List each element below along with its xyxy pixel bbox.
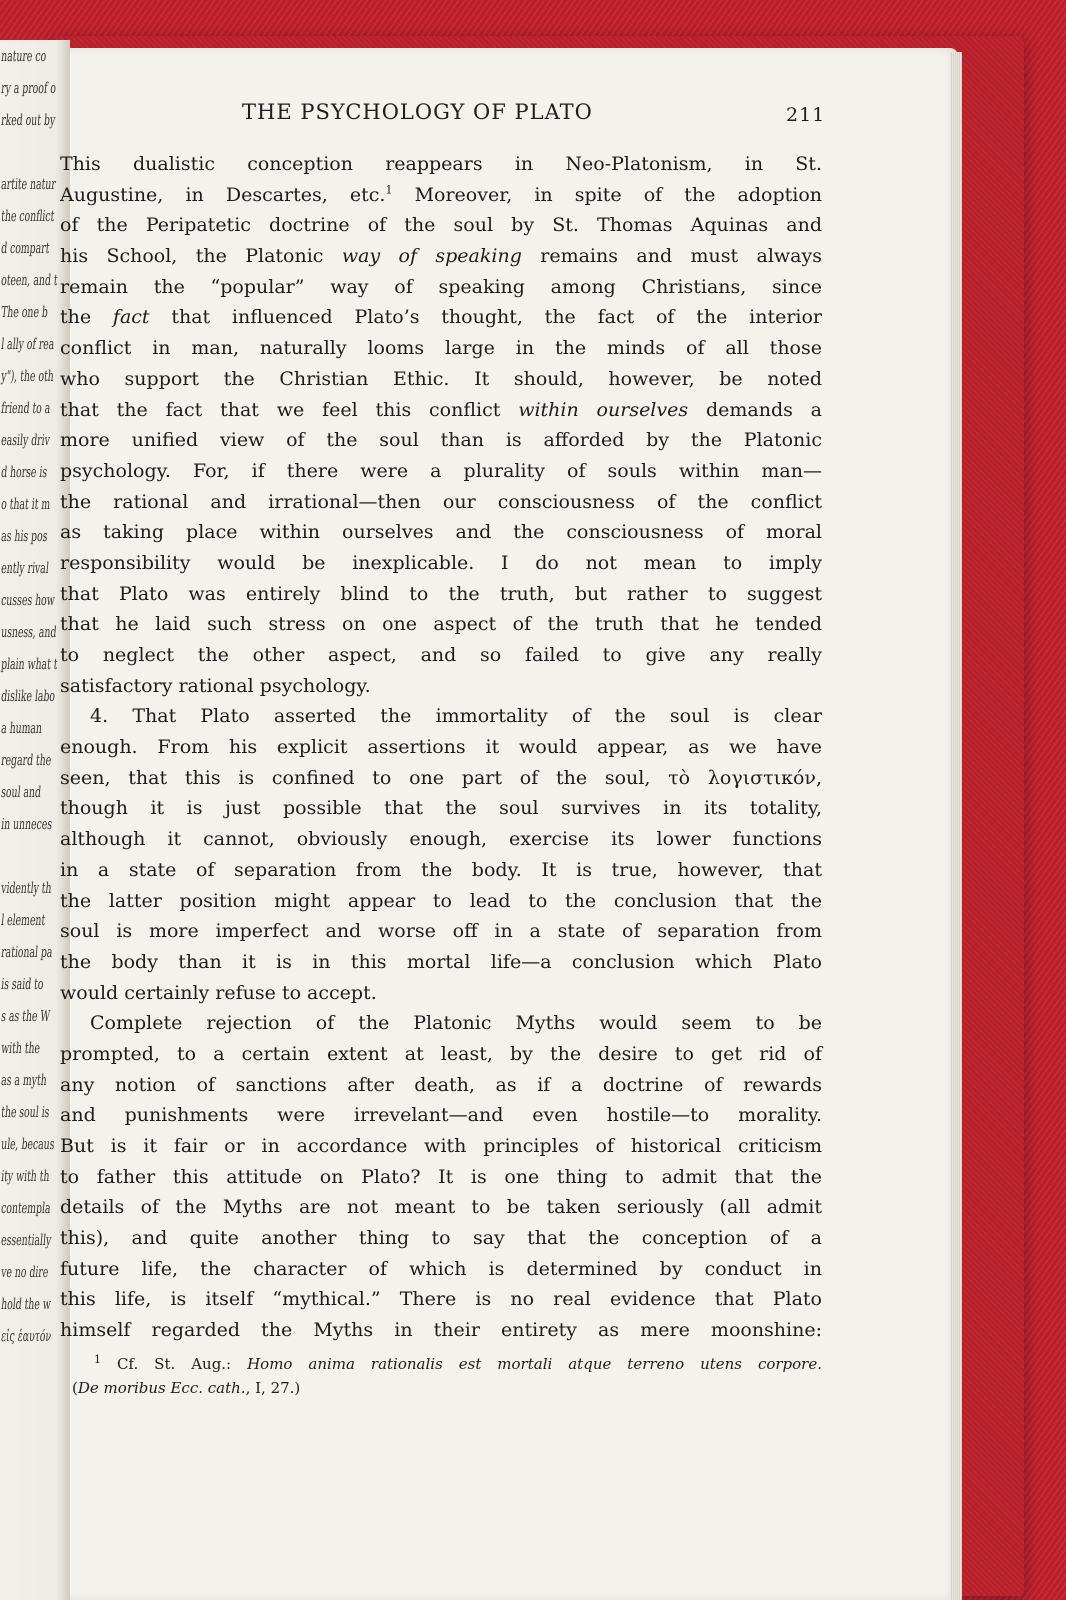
left-page-line: ently rival [0,559,50,577]
left-page-line: ule, becaus [0,1135,56,1153]
text-line: who support the Christian Ethic. It should, however, be noted [60,367,822,390]
footnote-marker: 1 [385,183,393,197]
left-page-line: rked out by [0,111,57,129]
text-line: of the Peripatetic doctrine of the soul by St. Thomas Aquinas and [60,214,822,237]
left-page-line: as a myth [0,1071,48,1089]
text-line: conflict in man, naturally looms large in the minds of all those [60,337,822,360]
text-line: although it cannot, obviously enough, exercise its lower functions [60,828,822,851]
italic-phrase: within ourselves [518,398,689,421]
italic-phrase: way of speaking [341,245,522,268]
left-page-line: hold the w [0,1295,52,1313]
footnote-quote: Homo anima rationalis est mortali atque terreno utens corpore. [247,1355,823,1373]
left-page-line: artite natur [0,175,57,193]
left-page-line: usness, and [0,623,58,641]
text-line: prompted, to a certain extent at least, by the desire to get rid of [60,1042,822,1065]
left-page-line: with the [0,1039,42,1057]
left-page-line: is said to [0,975,45,993]
text-line: satisfactory rational psychology. [60,674,371,697]
text-line: enough. From his explicit assertions it would appear, as we have [60,736,822,759]
text-line: But is it fair or in accordance with principles of historical criticism [60,1135,822,1157]
left-page-line: cusses how [0,591,56,609]
text-line: to neglect the other aspect, and so failed to give any really [60,644,822,666]
left-page-line: soul and [0,783,42,801]
left-page-line: dislike labo [0,687,57,705]
text-line: details of the Myths are not meant to be taken seriously (all admit [60,1196,822,1219]
italic-phrase: fact [112,306,150,329]
footnote-source: De moribus Ecc. cath. [77,1379,246,1397]
text-line: the body than it is in this mortal life—a conclusion which Plato [60,950,822,973]
left-page-line: l element [0,911,47,929]
text-line: that Plato was entirely blind to the truth, but rather to suggest [60,582,822,605]
left-page-line: o that it m [0,495,52,513]
text-line: would certainly refuse to accept. [60,981,377,1004]
text-line: that the fact that we feel this conflict within ourselves demands a [60,398,823,421]
left-page-line: s as the W [0,1007,51,1025]
text-line: Augustine, in Descartes, etc.$^1$ Moreover, in spite of the adoption [60,183,822,206]
text-line: This dualistic conception reappears in Neo-Platonism, in St. [60,153,822,175]
text-line: this), and quite another thing to say that the conception of a [60,1227,822,1250]
text-line: as taking place within ourselves and the consciousness of moral [60,521,822,544]
page-edges [950,52,962,1600]
text-line: himself regarded the Myths in their entirety as mere moonshine: [60,1319,822,1342]
text-line: and punishments were irrevelant—and even hostile—to morality. [60,1104,822,1127]
text-line: any notion of sanctions after death, as if a doctrine of rewards [60,1073,822,1096]
left-page-line: ve no dire [0,1263,50,1281]
left-page-line: easily driv [0,431,51,449]
left-page-line: regard the [0,751,53,769]
left-page-line: in unneces [0,815,54,833]
left-page-line: εἰς ἑαυτόν [0,1327,53,1345]
left-page-line: plain what t [0,655,59,673]
left-page-line: the soul is [0,1103,51,1121]
text-line: soul is more imperfect and worse off in a state of separation from [60,920,822,943]
text-line: in a state of separation from the body. It is true, however, that [60,858,822,881]
left-page-line [0,840,45,872]
page-number: 211 [786,104,826,126]
text-line: this life, is itself “mythical.” There is no real evidence that Plato [60,1288,822,1311]
left-page-line: d compart [0,239,51,257]
text-line: though it is just possible that the soul survives in its totality, [60,797,822,820]
left-page-line: nature co [0,47,48,65]
footnote [72,1352,822,1400]
text-line: responsibility would be inexplicable. I do not mean to imply [60,551,822,574]
footnote-line: (De moribus Ecc. cath., I, 27.) [72,1379,301,1397]
left-page-line: d horse is [0,463,49,481]
text-line: Complete rejection of the Platonic Myths would seem to be [90,1012,822,1035]
left-page-line: friend to a [0,399,52,417]
text-line: that he laid such stress on one aspect of the truth that he tended [60,613,822,636]
left-page-line: a human [0,719,44,737]
left-page-line: vidently th [0,879,53,897]
running-head: THE PSYCHOLOGY OF PLATO [242,100,593,124]
left-page-line: rational pa [0,943,54,961]
left-page-line [0,136,45,168]
left-page-line: y"), the oth [0,367,55,385]
footnote-number: 1 [94,1353,101,1366]
text-line: psychology. For, if there were a plurality of souls within man— [60,459,822,482]
left-page-line: ity with th [0,1167,51,1185]
text-line: remain the “popular” way of speaking among Christians, since [60,275,822,298]
text-line: the rational and irrational—then our consciousness of the conflict [60,490,822,513]
main-text [60,149,822,1346]
text-line: seen, that this is confined to one part of the soul, τὸ λογιστικόν, [60,766,822,789]
left-page-line: The one b [0,303,49,321]
text-line: more unified view of the soul than is afforded by the Platonic [60,429,822,452]
text-line: his School, the Platonic way of speaking remains and must always [60,245,822,268]
left-page-line: ry a proof o [0,79,57,97]
text-line: 4. That Plato asserted the immortality of the soul is clear [90,705,822,728]
left-page-line: oteen, and t [0,271,59,289]
left-page-line: essentially [0,1231,53,1249]
left-page-line: contempla [0,1199,52,1217]
text-line: to father this attitude on Plato? It is one thing to admit that the [60,1165,822,1188]
left-page-line: as his pos [0,527,49,545]
text-line: future life, the character of which is determined by conduct in [60,1257,822,1280]
text-line: the latter position might appear to lead to the conclusion that the [60,889,822,912]
text-line: the fact that influenced Plato’s thought, the fact of the interior [60,306,823,329]
left-page-line: l ally of rea [0,335,56,353]
footnote-line: $^1$ Cf. St. Aug.: Homo anima rationalis est mortali atque terreno utens corpore. [94,1353,823,1373]
left-page-line: the conflict [0,207,56,225]
